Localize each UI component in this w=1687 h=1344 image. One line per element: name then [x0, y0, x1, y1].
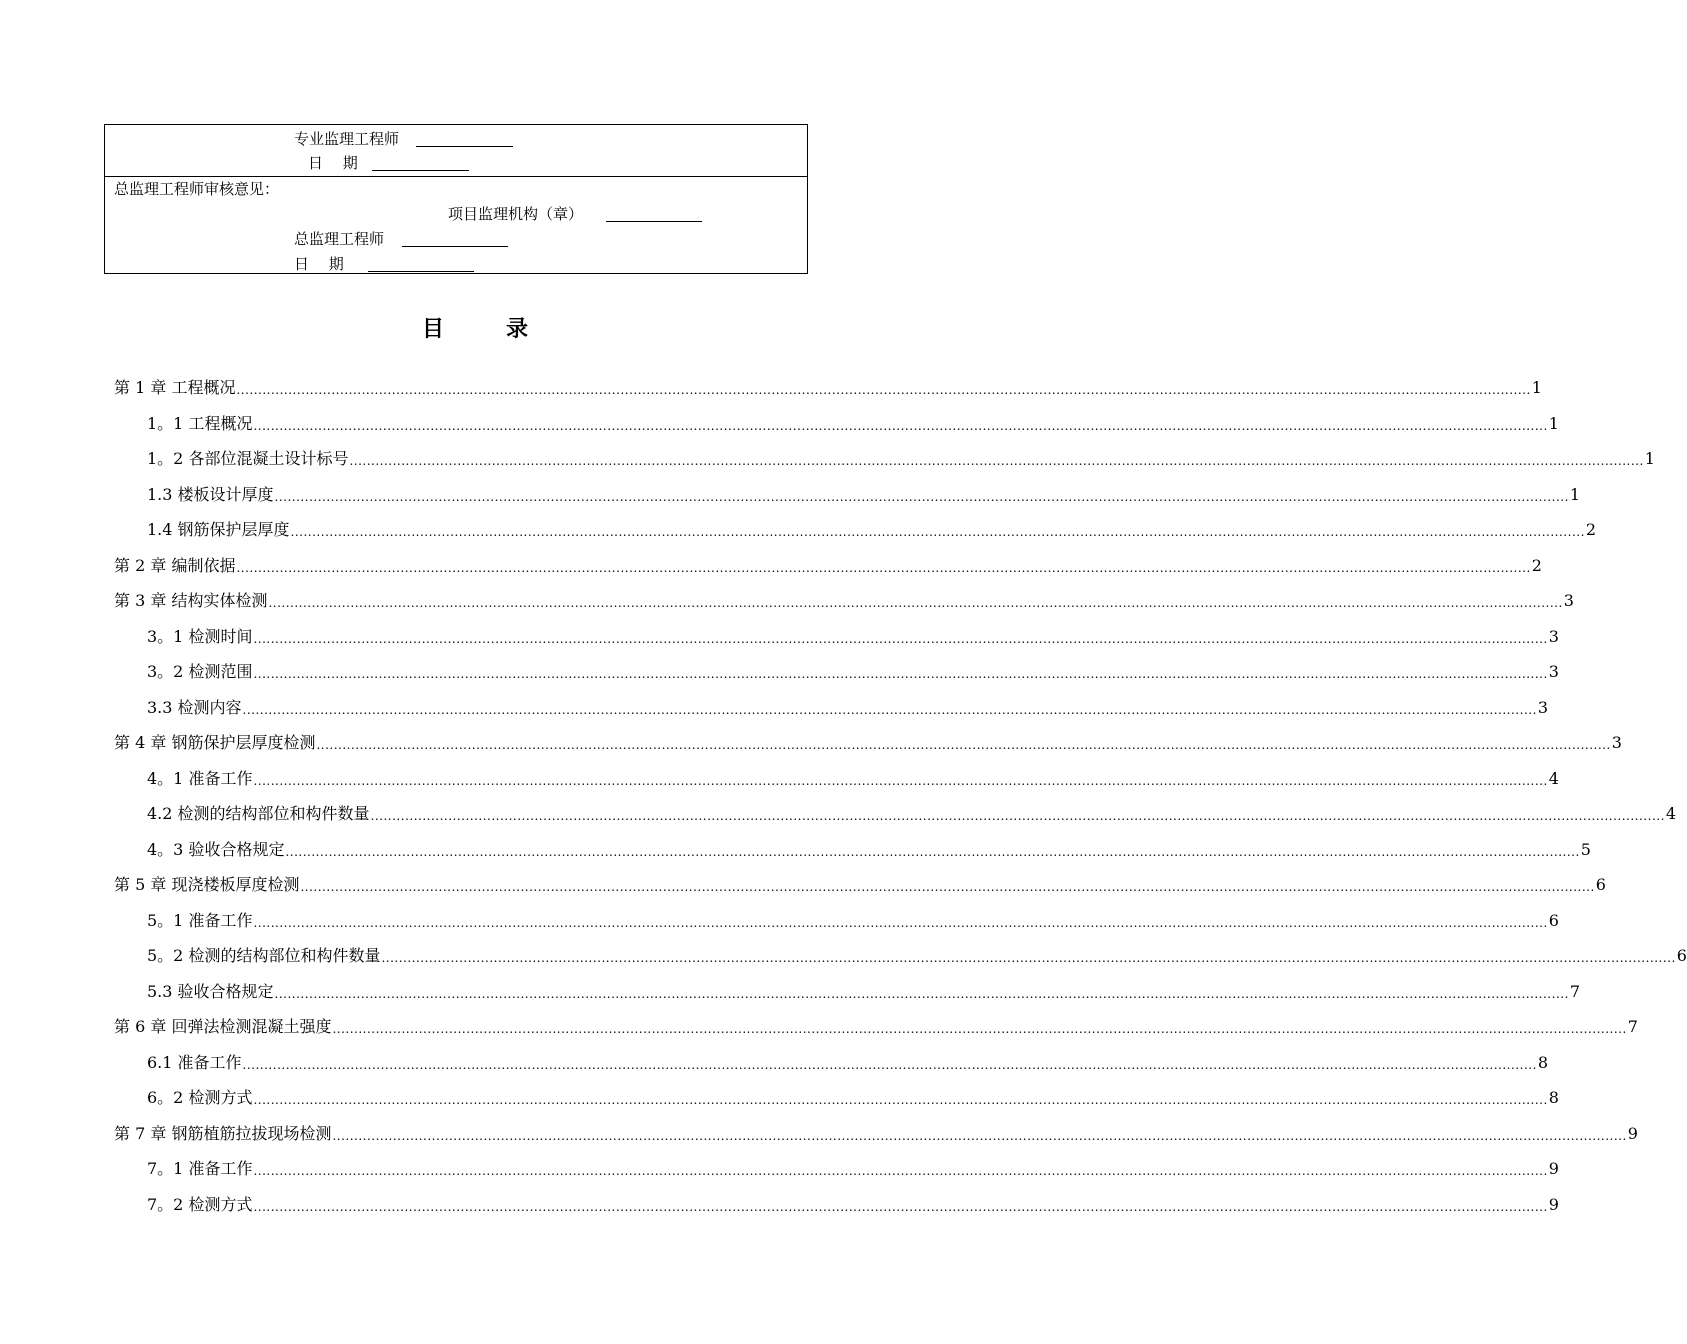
toc-dot-leader: ............................................................................................................................................................................................................................................................................................................	[274, 489, 1569, 504]
toc-section-entry[interactable]	[147, 1052, 1549, 1074]
specialist-engineer-label: 专业监理工程师	[294, 130, 400, 148]
toc-entry-label: 3。2 检测范围	[147, 662, 253, 681]
toc-page-number: 7	[1569, 981, 1581, 1001]
toc-dot-leader: ............................................................................................................................................................................................................................................................................................................	[242, 1057, 1537, 1072]
toc-entry-label: 第 2 章 编制依据	[114, 555, 236, 575]
approval-sign-block	[104, 124, 808, 274]
toc-chapter-entry[interactable]	[114, 377, 1542, 399]
date-line-1	[372, 170, 469, 171]
toc-chapter-entry[interactable]	[114, 590, 1574, 612]
toc-page-number: 3	[1611, 733, 1622, 752]
toc-dot-leader: ............................................................................................................................................................................................................................................................................................................	[332, 1022, 1627, 1036]
toc-section-entry[interactable]	[147, 626, 1559, 648]
toc-section-entry[interactable]	[147, 519, 1597, 541]
toc-section-entry[interactable]	[147, 1087, 1559, 1109]
toc-page-number: 3	[1537, 697, 1549, 717]
chief-signature-line	[402, 246, 508, 247]
specialist-signature-line	[416, 146, 513, 147]
toc-section-entry[interactable]	[147, 1194, 1559, 1216]
toc-dot-leader: ............................................................................................................................................................................................................................................................................................................	[236, 383, 1531, 397]
toc-dot-leader: ............................................................................................................................................................................................................................................................................................................	[332, 1128, 1627, 1143]
toc-section-entry[interactable]	[147, 413, 1559, 435]
supervision-org-label: 项目监理机构（章）	[448, 205, 584, 223]
toc-page-number: 9	[1548, 1159, 1559, 1178]
toc-page-number: 5	[1580, 839, 1591, 859]
toc-entry-label: 5.3 验收合格规定	[147, 981, 274, 1001]
toc-chapter-entry[interactable]	[114, 732, 1622, 754]
toc-entry-label: 1.3 楼板设计厚度	[147, 484, 274, 504]
toc-dot-leader: ............................................................................................................................................................................................................................................................................................................	[349, 454, 1644, 468]
toc-page-number: 8	[1537, 1052, 1549, 1072]
toc-page-number: 8	[1548, 1088, 1559, 1107]
toc-entry-label: 6。2 检测方式	[147, 1088, 253, 1107]
toc-title: 目录	[421, 317, 590, 342]
specialist-sign-row	[105, 125, 807, 177]
toc-entry-label: 第 7 章 钢筋植筋拉拔现场检测	[114, 1123, 332, 1143]
toc-entry-label: 4.2 检测的结构部位和构件数量	[147, 804, 370, 823]
toc-section-entry[interactable]	[147, 768, 1559, 790]
toc-page-number: 4	[1548, 768, 1559, 788]
toc-dot-leader: ............................................................................................................................................................................................................................................................................................................	[253, 915, 1548, 930]
toc-dot-leader: ............................................................................................................................................................................................................................................................................................................	[370, 809, 1665, 823]
toc-page-number: 6	[1548, 910, 1559, 930]
toc-section-entry[interactable]	[147, 803, 1677, 825]
toc-chapter-entry[interactable]	[114, 874, 1606, 896]
toc-section-entry[interactable]	[147, 981, 1581, 1003]
toc-entry-label: 4。1 准备工作	[147, 768, 253, 788]
toc-entry-label: 5。1 准备工作	[147, 910, 253, 930]
toc-dot-leader: ............................................................................................................................................................................................................................................................................................................	[316, 738, 1611, 752]
toc-dot-leader: ............................................................................................................................................................................................................................................................................................................	[242, 702, 1537, 717]
toc-dot-leader: ............................................................................................................................................................................................................................................................................................................	[274, 986, 1569, 1001]
toc-section-entry[interactable]	[147, 661, 1559, 683]
toc-entry-label: 1。1 工程概况	[147, 413, 253, 433]
toc-page-number: 9	[1548, 1194, 1559, 1214]
toc-page-number: 2	[1585, 520, 1597, 539]
toc-chapter-entry[interactable]	[114, 1016, 1638, 1038]
toc-section-entry[interactable]	[147, 484, 1581, 506]
toc-dot-leader: ............................................................................................................................................................................................................................................................................................................	[253, 1093, 1548, 1107]
toc-page-number: 6	[1595, 875, 1606, 894]
toc-entry-label: 7。2 检测方式	[147, 1194, 253, 1214]
toc-entry-label: 5。2 检测的结构部位和构件数量	[147, 946, 381, 965]
toc-entry-label: 第 3 章 结构实体检测	[114, 591, 268, 610]
toc-entry-label: 3.3 检测内容	[147, 697, 242, 717]
toc-page-number: 1	[1644, 449, 1655, 468]
toc-entry-label: 7。1 准备工作	[147, 1159, 253, 1178]
toc-page-number: 3	[1563, 591, 1574, 610]
toc-dot-leader: ............................................................................................................................................................................................................................................................................................................	[253, 1199, 1548, 1214]
toc-page-number: 1	[1548, 413, 1559, 433]
toc-page-number: 3	[1548, 626, 1559, 646]
toc-entry-label: 1.4 钢筋保护层厚度	[147, 520, 290, 539]
toc-page-number: 1	[1569, 484, 1581, 504]
date-line-2	[368, 271, 474, 272]
toc-dot-leader: ............................................................................................................................................................................................................................................................................................................	[253, 631, 1548, 646]
toc-chapter-entry[interactable]	[114, 1123, 1638, 1145]
toc-dot-leader: ............................................................................................................................................................................................................................................................................................................	[253, 418, 1548, 433]
toc-entry-label: 第 1 章 工程概况	[114, 378, 236, 397]
toc-page-number: 4	[1665, 804, 1677, 823]
toc-section-entry[interactable]	[147, 1158, 1559, 1180]
toc-entry-label: 1。2 各部位混凝土设计标号	[147, 449, 349, 468]
toc-page-number: 7	[1627, 1017, 1638, 1036]
toc-entry-label: 3。1 检测时间	[147, 626, 253, 646]
date-label-2: 日 期	[294, 255, 344, 273]
toc-chapter-entry[interactable]	[114, 555, 1542, 577]
toc-page-number: 9	[1627, 1123, 1638, 1143]
toc-entry-label: 第 4 章 钢筋保护层厚度检测	[114, 733, 316, 752]
toc-section-entry[interactable]	[147, 839, 1591, 861]
org-seal-line	[606, 221, 702, 222]
toc-entry-label: 4。3 验收合格规定	[147, 839, 285, 859]
toc-section-entry[interactable]	[147, 945, 1687, 967]
toc-page-number: 3	[1548, 662, 1559, 681]
toc-section-entry[interactable]	[147, 910, 1559, 932]
chief-engineer-label: 总监理工程师	[294, 230, 385, 248]
toc-entry-label: 第 5 章 现浇楼板厚度检测	[114, 875, 300, 894]
toc-section-entry[interactable]	[147, 697, 1549, 719]
toc-entry-label: 6.1 准备工作	[147, 1052, 242, 1072]
toc-page-number: 6	[1676, 946, 1687, 965]
toc-dot-leader: ............................................................................................................................................................................................................................................................................................................	[253, 667, 1548, 681]
toc-dot-leader: ............................................................................................................................................................................................................................................................................................................	[253, 1164, 1548, 1178]
toc-dot-leader: ............................................................................................................................................................................................................................................................................................................	[300, 880, 1595, 894]
toc-dot-leader: ............................................................................................................................................................................................................................................................................................................	[236, 560, 1531, 575]
chief-opinion-label: 总监理工程师审核意见：	[114, 180, 280, 198]
toc-dot-leader: ............................................................................................................................................................................................................................................................................................................	[285, 844, 1580, 859]
toc-section-entry[interactable]	[147, 448, 1655, 470]
toc-dot-leader: ............................................................................................................................................................................................................................................................................................................	[381, 951, 1676, 965]
toc-dot-leader: ............................................................................................................................................................................................................................................................................................................	[253, 773, 1548, 788]
toc-dot-leader: ............................................................................................................................................................................................................................................................................................................	[290, 525, 1585, 539]
toc-dot-leader: ............................................................................................................................................................................................................................................................................................................	[268, 596, 1563, 610]
toc-page-number: 2	[1531, 555, 1542, 575]
date-label-1: 日 期	[308, 154, 358, 172]
toc-entry-label: 第 6 章 回弹法检测混凝土强度	[114, 1017, 332, 1036]
toc-page-number: 1	[1531, 378, 1542, 397]
